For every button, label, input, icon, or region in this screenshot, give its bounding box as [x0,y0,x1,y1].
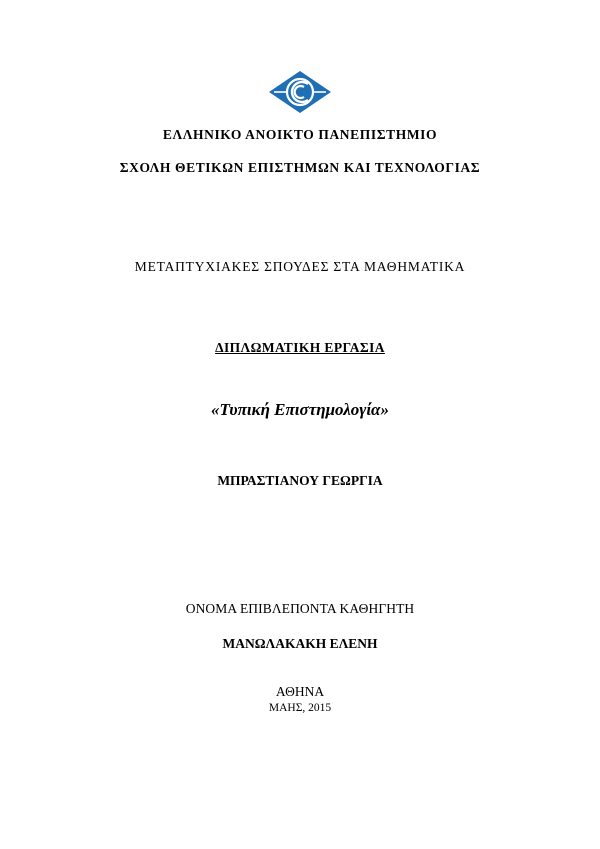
university-emblem-icon [268,70,332,114]
program-name: ΜΕΤΑΠΤΥΧΙΑΚΕΣ ΣΠΟΥΔΕΣ ΣΤΑ ΜΑΘΗΜΑΤΙΚΑ [134,259,466,274]
supervisor-label: ΟΝΟΜΑ ΕΠΙΒΛΕΠΟΝΤΑ ΚΑΘΗΓΗΤΗ [185,601,415,616]
supervisor-name: ΜΑΝΩΛΑΚΑΚΗ ΕΛΕΝΗ [222,636,378,651]
author-name: ΜΠΡΑΣΤΙΑΝΟΥ ΓΕΩΡΓΙΑ [217,473,383,488]
university-name: ΕΛΛΗΝΙΚΟ ΑΝΟΙΚΤΟ ΠΑΝΕΠΙΣΤΗΜΙΟ [162,127,438,142]
document-type: ΔΙΠΛΩΜΑΤΙΚΗ ΕΡΓΑΣΙΑ [215,340,385,355]
city: ΑΘΗΝΑ [275,684,325,699]
school-name: ΣΧΟΛΗ ΘΕΤΙΚΩΝ ΕΠΙΣΤΗΜΩΝ ΚΑΙ ΤΕΧΝΟΛΟΓΙΑΣ [119,160,481,175]
thesis-title: «Τυπική Επιστημολογία» [211,400,389,419]
date: ΜΑΗΣ, 2015 [268,702,332,714]
